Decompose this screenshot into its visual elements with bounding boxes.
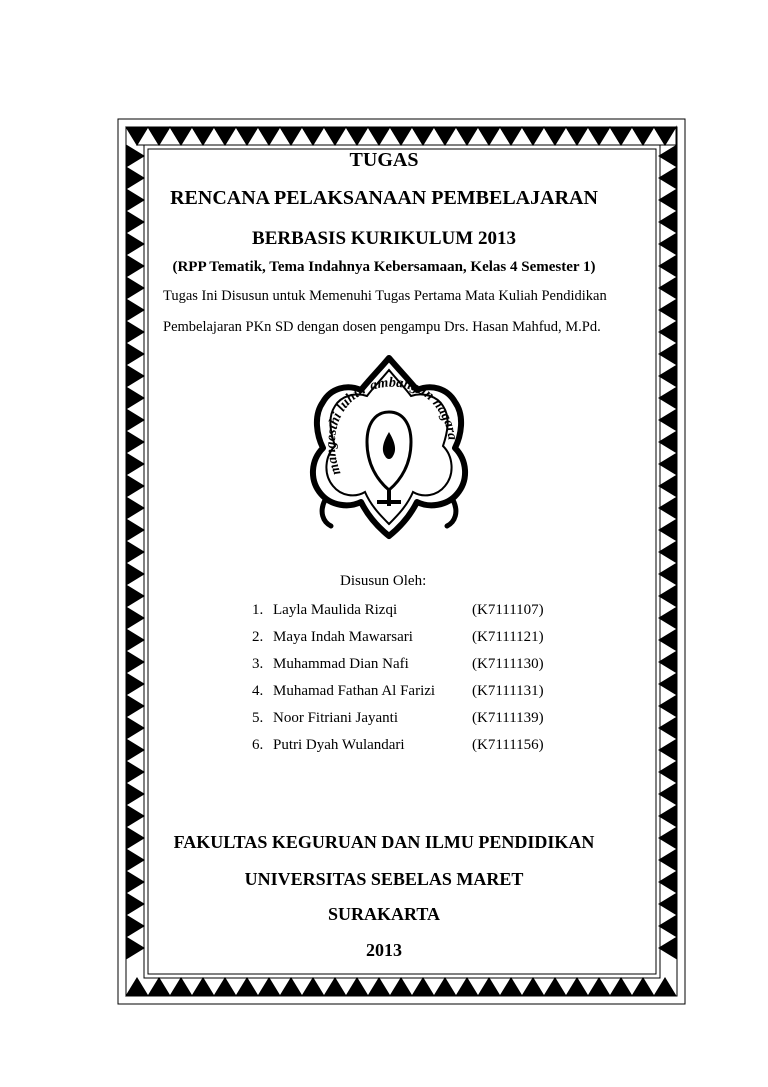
member-number: 6.	[252, 737, 264, 753]
member-nim: (K7111156)	[472, 737, 544, 753]
year: 2013	[366, 940, 402, 960]
member-number: 4.	[252, 683, 264, 699]
university-logo	[305, 350, 473, 540]
page-title: TUGAS	[349, 149, 419, 171]
member-number: 1.	[252, 602, 264, 618]
member-name: Muhamad Fathan Al Farizi	[273, 683, 436, 699]
member-number: 5.	[252, 710, 264, 726]
city-name: SURAKARTA	[327, 904, 441, 924]
rpp-description: (RPP Tematik, Tema Indahnya Kebersamaan, Kelas 4 Semester 1)	[172, 259, 596, 275]
subtitle-line-1: RENCANA PELAKSANAAN PEMBELAJARAN	[170, 187, 598, 209]
university-name: UNIVERSITAS SEBELAS MARET	[244, 869, 524, 889]
member-nim: (K7111139)	[472, 710, 544, 726]
member-name: Muhammad Dian Nafi	[273, 656, 409, 672]
logo-motto: mangesthi luhur ambangun nagara	[323, 375, 460, 477]
member-nim: (K7111121)	[472, 629, 544, 645]
member-name: Putri Dyah Wulandari	[273, 737, 405, 753]
member-nim: (K7111107)	[472, 602, 544, 618]
purpose-line-2: Pembelajaran PKn SD dengan dosen pengampu Drs. Hasan Mahfud, M.Pd.	[163, 319, 601, 335]
subtitle-line-2: BERBASIS KURIKULUM 2013	[252, 228, 516, 249]
member-name: Layla Maulida Rizqi	[273, 602, 398, 618]
purpose-line-1: Tugas Ini Disusun untuk Memenuhi Tugas Pertama Mata Kuliah Pendidikan	[163, 288, 607, 304]
member-number: 3.	[252, 656, 264, 672]
member-nim: (K7111130)	[472, 656, 544, 672]
member-name: Noor Fitriani Jayanti	[273, 710, 398, 726]
border-triangle-pattern	[126, 127, 677, 996]
compiled-by-label: Disusun Oleh:	[340, 573, 427, 589]
member-name: Maya Indah Mawarsari	[273, 629, 413, 645]
member-nim: (K7111131)	[472, 683, 544, 699]
member-number: 2.	[252, 629, 264, 645]
faculty-name: FAKULTAS KEGURUAN DAN ILMU PENDIDIKAN	[173, 832, 595, 852]
